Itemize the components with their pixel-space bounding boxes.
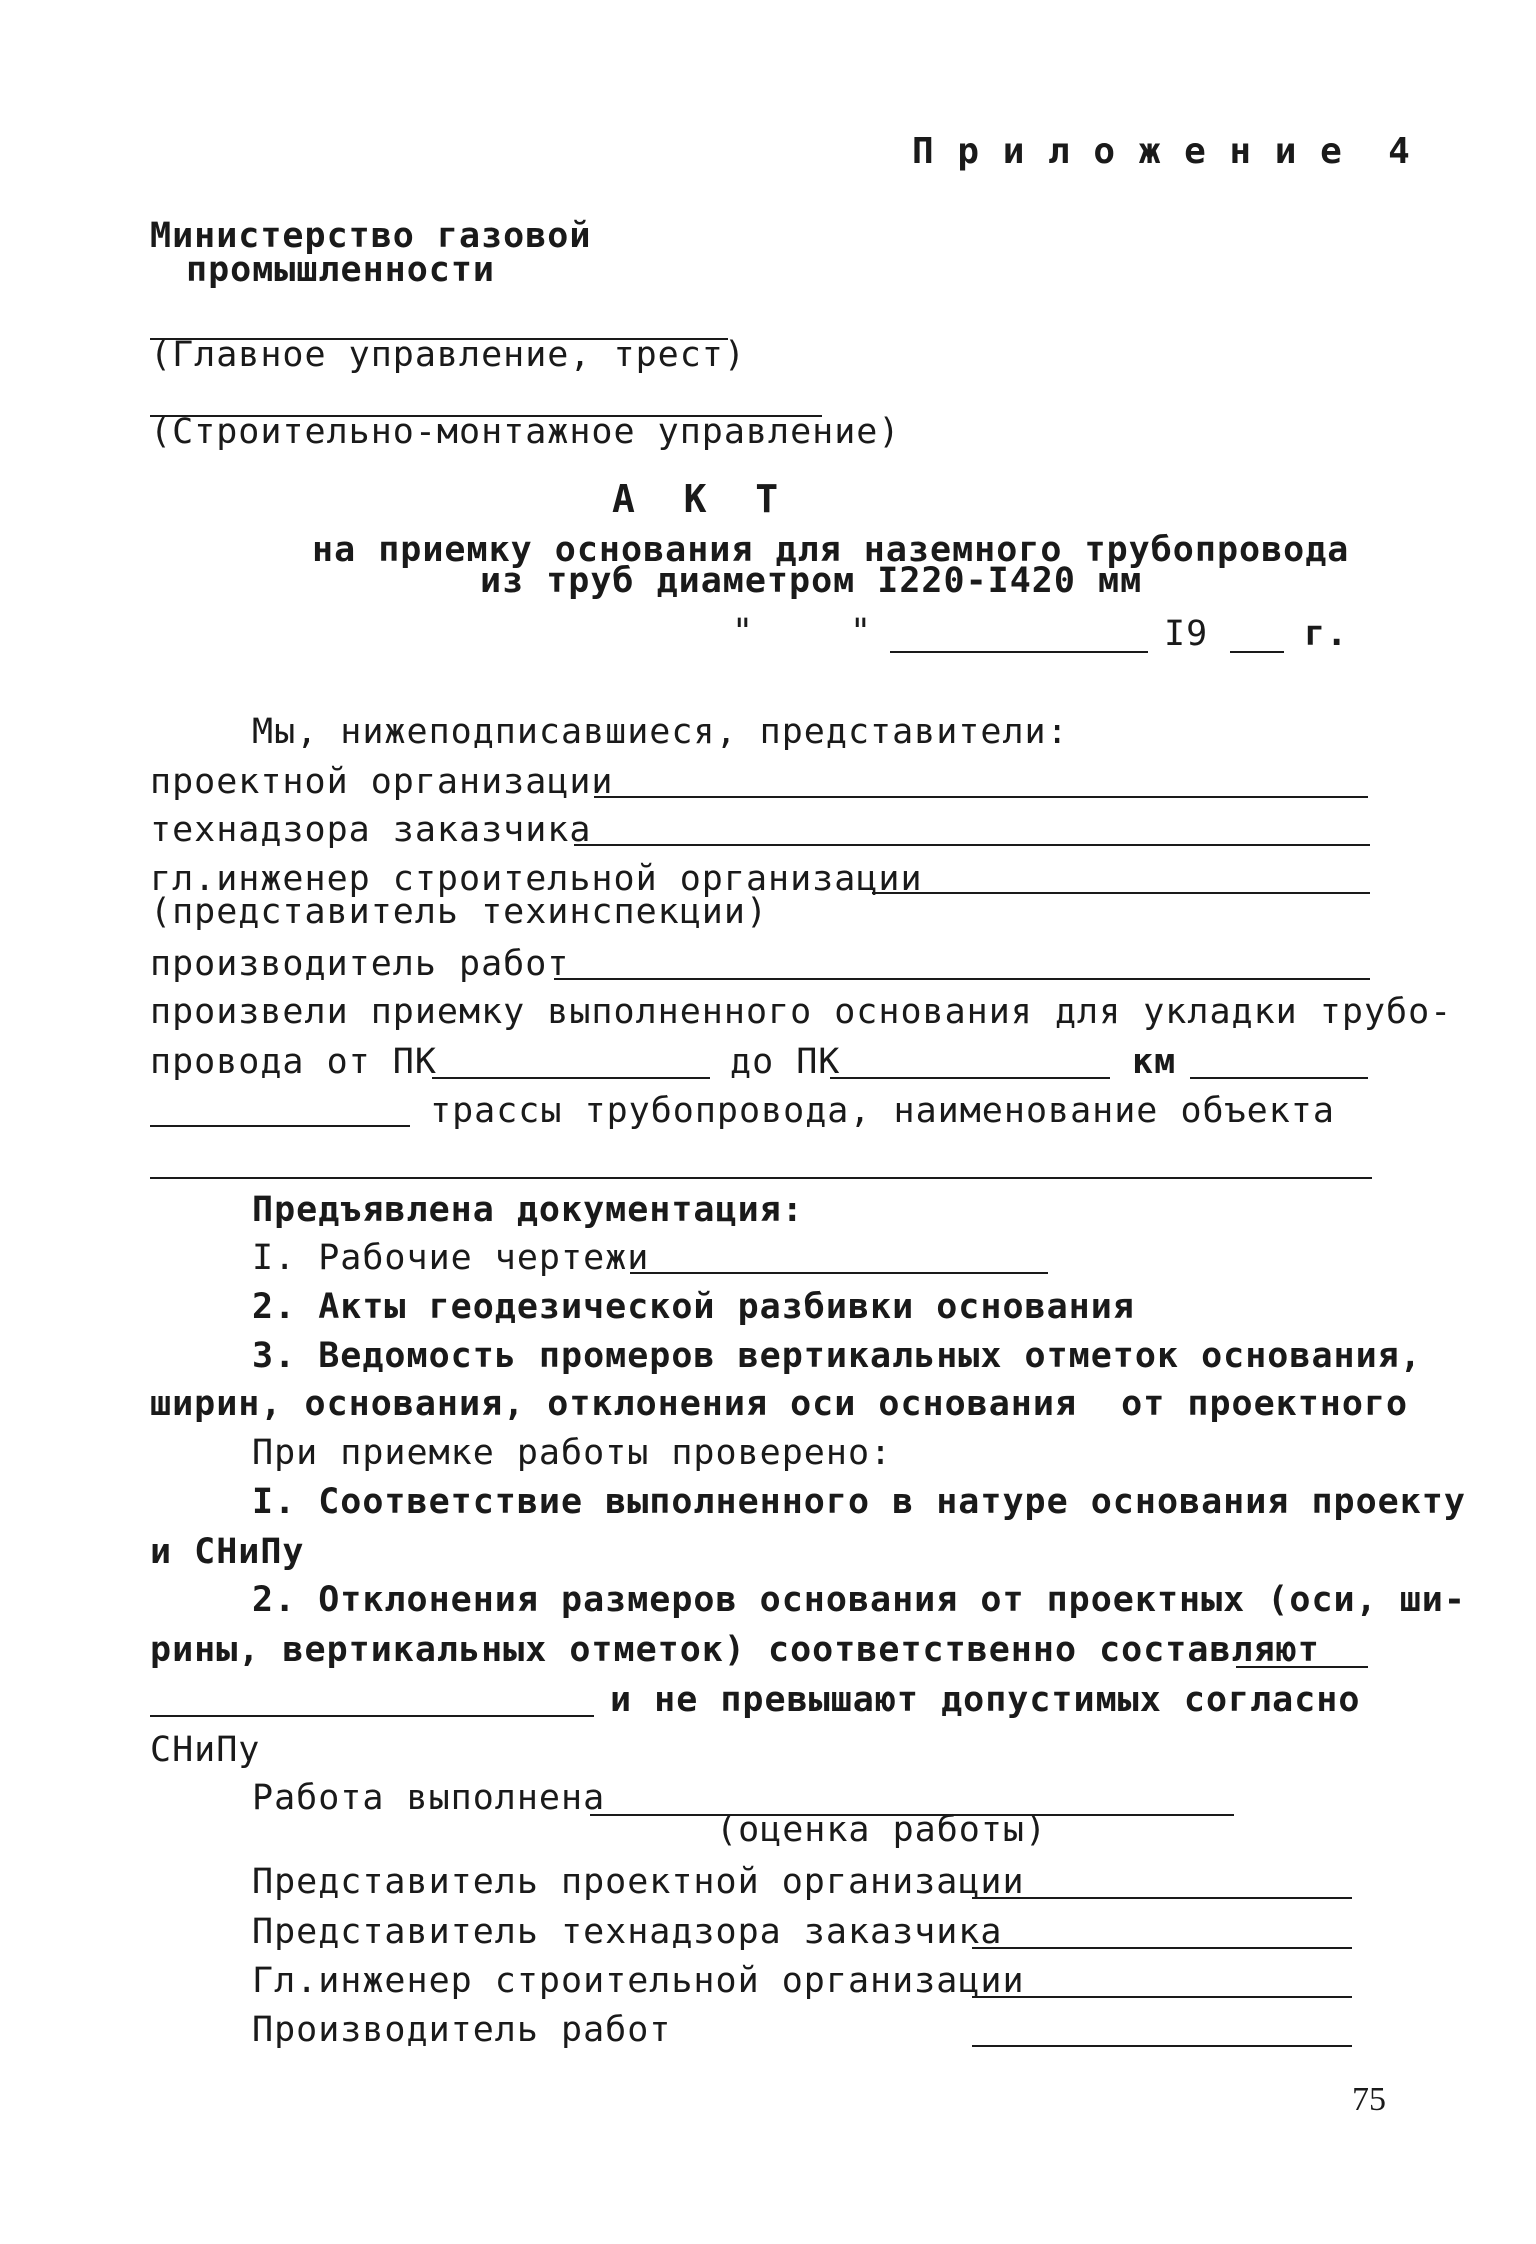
checked-item-2-line-3: и не превышают допустимых согласно [610, 1680, 1361, 1720]
documentation-item-1: I. Рабочие чертежи [252, 1238, 650, 1278]
checked-item-2-line-4: СНиПу [150, 1730, 261, 1770]
acceptance-line-1: произвели приемку выполненного основания для укладки трубо- [150, 992, 1453, 1032]
work-done-label: Работа выполнена [252, 1778, 606, 1818]
design-org-field[interactable] [594, 796, 1368, 798]
appendix-label: П р и л о ж е н и е 4 [912, 131, 1411, 172]
checked-item-2-line-1: 2. Отклонения размеров основания от проектных (оси, ши- [252, 1580, 1466, 1620]
customer-supervision-label: технадзора заказчика [150, 810, 592, 850]
date-year-suffix: г. [1304, 614, 1349, 654]
date-month-field[interactable] [890, 651, 1148, 653]
ministry-line1: Министерство газовой [150, 216, 592, 256]
object-name-field[interactable] [150, 1177, 1372, 1179]
works-manager-label: производитель работ [150, 944, 570, 984]
checked-item-1-line-2: и СНиПу [150, 1532, 305, 1572]
working-drawings-field[interactable] [630, 1272, 1048, 1274]
checked-item-2-line-2: рины, вертикальных отметок) соответственно составляют [150, 1630, 1320, 1670]
deviations-field-1[interactable] [1236, 1666, 1368, 1668]
signature-works-manager-label: Производитель работ [252, 2010, 672, 2050]
signature-design-rep-label: Представитель проектной организации [252, 1862, 1025, 1902]
checked-item-1-line-1: I. Соответствие выполненного в натуре основания проекту [252, 1482, 1466, 1522]
documentation-item-3-line-2: ширин, основания, отклонения оси основания от проектного [150, 1384, 1409, 1424]
date-year-field[interactable] [1230, 651, 1284, 653]
documentation-item-3-line-1: 3. Ведомость промеров вертикальных отметок основания, [252, 1336, 1422, 1376]
main-directorate-caption: (Главное управление, трест) [150, 335, 746, 375]
work-evaluation-caption: (оценка работы) [716, 1810, 1048, 1850]
to-pk-field[interactable] [830, 1077, 1110, 1079]
design-org-label: проектной организации [150, 762, 614, 802]
date-year-prefix: I9 [1164, 614, 1209, 654]
chief-engineer-label: гл.инженер строительной организации [150, 859, 923, 899]
act-subtitle-2: из труб диаметром I220-I420 мм [480, 561, 1143, 601]
act-title: А К Т [612, 477, 780, 521]
signature-chief-engineer-field[interactable] [972, 1996, 1352, 1998]
acceptance-line-3: трассы трубопровода, наименование объекта [430, 1091, 1335, 1131]
act-subtitle-1: на приемку основания для наземного трубопровода [312, 530, 1350, 570]
documentation-heading: Предъявлена документация: [252, 1190, 804, 1230]
tech-inspection-label: (представитель техинспекции) [150, 892, 769, 932]
acceptance-to-pk-label: до ПК [730, 1042, 841, 1082]
date-quote-open: " [732, 612, 755, 652]
from-pk-field[interactable] [432, 1077, 710, 1079]
signature-design-rep-field[interactable] [972, 1897, 1352, 1899]
signature-customer-rep-field[interactable] [972, 1947, 1352, 1949]
works-manager-field[interactable] [554, 978, 1370, 980]
acceptance-km-label: км [1132, 1042, 1177, 1082]
page-number: 75 [1352, 2081, 1386, 2118]
documentation-item-2: 2. Акты геодезической разбивки основания [252, 1287, 1135, 1327]
representatives-intro: Мы, нижеподписавшиеся, представители: [252, 712, 1069, 752]
signature-customer-rep-label: Представитель технадзора заказчика [252, 1912, 1003, 1952]
customer-supervision-field[interactable] [574, 844, 1370, 846]
km-continuation-field[interactable] [150, 1125, 410, 1127]
deviations-field-2[interactable] [150, 1715, 594, 1717]
checked-heading: При приемке работы проверено: [252, 1433, 893, 1473]
signature-chief-engineer-label: Гл.инженер строительной организации [252, 1961, 1025, 2001]
date-quote-close: " [850, 612, 873, 652]
km-field[interactable] [1190, 1077, 1368, 1079]
acceptance-from-pk-label: провода от ПК [150, 1042, 437, 1082]
construction-directorate-caption: (Строительно-монтажное управление) [150, 412, 901, 452]
chief-engineer-field[interactable] [872, 892, 1370, 894]
ministry-line2: промышленности [186, 250, 496, 290]
signature-works-manager-field[interactable] [972, 2045, 1352, 2047]
